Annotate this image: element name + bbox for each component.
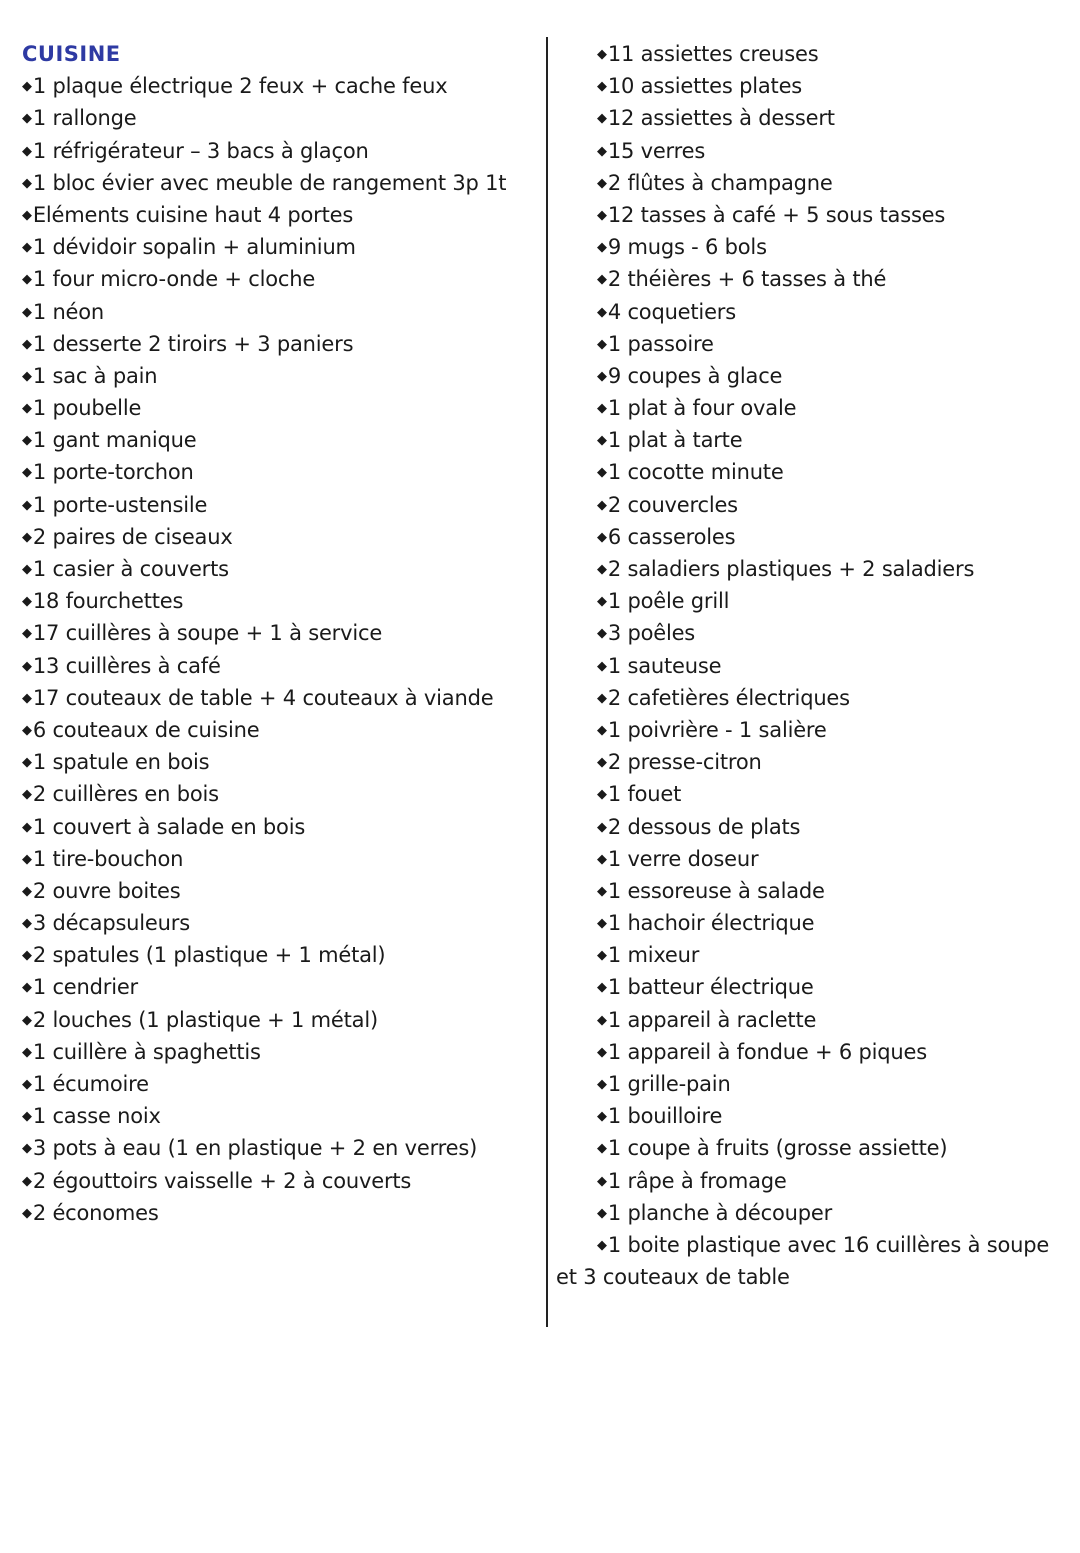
list-item — [556, 360, 1076, 392]
list-item — [22, 714, 537, 746]
diamond-bullet-icon: ◆ — [22, 304, 32, 320]
list-item — [22, 263, 537, 295]
list-item — [22, 456, 537, 488]
section-title: CUISINE — [22, 42, 121, 66]
list-item-text: 1 râpe à fromage — [607, 1168, 787, 1193]
diamond-bullet-icon: ◆ — [597, 1141, 607, 1157]
list-item — [22, 392, 537, 424]
list-item — [22, 199, 537, 231]
list-item-text: 1 porte-torchon — [32, 460, 194, 485]
list-item-text: 15 verres — [607, 138, 706, 163]
diamond-bullet-icon: ◆ — [22, 1077, 32, 1092]
diamond-bullet-icon: ◆ — [597, 79, 607, 95]
diamond-bullet-icon: ◆ — [22, 497, 32, 513]
diamond-bullet-icon: ◆ — [597, 883, 607, 899]
list-item — [556, 328, 1076, 360]
diamond-bullet-icon: ◆ — [22, 626, 32, 642]
list-item-text: 2 ouvre boites — [32, 878, 181, 903]
list-item-text: 1 desserte 2 tiroirs + 3 paniers — [32, 331, 354, 356]
list-item — [22, 1197, 537, 1229]
list-item-text: 1 cuillère à spaghettis — [32, 1039, 261, 1064]
diamond-bullet-icon: ◆ — [597, 433, 607, 449]
diamond-bullet-icon: ◆ — [597, 207, 607, 223]
list-item — [556, 296, 1076, 328]
list-item — [22, 585, 537, 617]
list-item-text: 3 décapsuleurs — [32, 911, 190, 936]
diamond-bullet-icon: ◆ — [597, 529, 607, 545]
diamond-bullet-icon: ◆ — [22, 916, 32, 932]
diamond-bullet-icon: ◆ — [597, 1044, 607, 1060]
diamond-bullet-icon: ◆ — [22, 240, 32, 256]
list-item — [22, 875, 537, 907]
list-item-text: 2 louches (1 plastique + 1 métal) — [32, 1007, 378, 1032]
list-item-text: 11 assiettes creuses — [607, 42, 819, 66]
diamond-bullet-icon: ◆ — [22, 111, 32, 127]
list-item — [556, 1036, 1076, 1068]
list-item-text: 1 réfrigérateur – 3 bacs à glaçon — [32, 138, 369, 163]
list-item — [22, 167, 537, 199]
diamond-bullet-icon: ◆ — [22, 529, 32, 545]
list-item-text: 1 cendrier — [32, 975, 138, 1000]
list-item-text: 1 boite plastique avec 16 cuillères à soupe — [607, 1232, 1050, 1257]
list-item-text: 6 couteaux de cuisine — [32, 717, 260, 742]
diamond-bullet-icon: ◆ — [22, 658, 32, 674]
list-item — [556, 102, 1076, 134]
diamond-bullet-icon: ◆ — [597, 47, 607, 62]
list-item — [556, 1165, 1076, 1197]
list-item — [22, 778, 537, 810]
list-item — [556, 746, 1076, 778]
list-item — [556, 1100, 1076, 1132]
list-item-text: 1 sac à pain — [32, 363, 158, 388]
list-item-text: 1 grille-pain — [607, 1072, 731, 1096]
list-item-text: 2 cuillères en bois — [32, 782, 219, 807]
list-item-text: 17 couteaux de table + 4 couteaux à viande — [32, 685, 494, 710]
diamond-bullet-icon: ◆ — [597, 562, 607, 577]
list-item-text: 3 pots à eau (1 en plastique + 2 en verres) — [32, 1136, 478, 1161]
list-item-text: 2 paires de ciseaux — [32, 524, 233, 549]
diamond-bullet-icon: ◆ — [597, 948, 607, 964]
list-item-text: 1 plat à tarte — [607, 428, 743, 453]
list-item-text: 1 poêle grill — [607, 589, 730, 614]
list-item — [556, 907, 1076, 939]
list-item-text: 2 couvercles — [607, 492, 738, 517]
list-item-text: 1 tire-bouchon — [32, 846, 184, 871]
right-column — [556, 38, 1076, 1293]
list-item — [556, 553, 1076, 585]
diamond-bullet-icon: ◆ — [22, 1044, 32, 1060]
list-item-text: 6 casseroles — [607, 524, 736, 549]
list-item — [556, 70, 1076, 102]
diamond-bullet-icon: ◆ — [597, 1077, 607, 1092]
list-item-text: 1 fouet — [607, 782, 682, 807]
list-item-text: 1 plat à four ovale — [607, 396, 797, 421]
list-item-text: 1 appareil à fondue + 6 piques — [607, 1039, 927, 1064]
diamond-bullet-icon: ◆ — [22, 272, 32, 288]
list-item — [22, 70, 537, 102]
list-item — [556, 231, 1076, 263]
list-item-text: 2 flûtes à champagne — [607, 170, 833, 195]
diamond-bullet-icon: ◆ — [597, 1173, 607, 1189]
list-item-text: 2 dessous de plats — [607, 814, 801, 839]
diamond-bullet-icon: ◆ — [597, 465, 607, 481]
list-item — [22, 811, 537, 843]
list-item — [22, 907, 537, 939]
list-item — [556, 714, 1076, 746]
list-item-text: 2 cafetières électriques — [607, 685, 850, 710]
diamond-bullet-icon: ◆ — [22, 819, 32, 835]
list-item — [556, 971, 1076, 1003]
diamond-bullet-icon: ◆ — [597, 690, 607, 706]
list-item — [556, 939, 1076, 971]
diamond-bullet-icon: ◆ — [597, 368, 607, 384]
diamond-bullet-icon: ◆ — [597, 1205, 607, 1221]
list-item-text: 1 verre doseur — [607, 846, 759, 871]
list-item-text: 1 spatule en bois — [32, 750, 210, 775]
list-item-text: 1 batteur électrique — [607, 975, 814, 1000]
list-item-text: 4 coquetiers — [607, 299, 736, 324]
list-item — [556, 263, 1076, 295]
diamond-bullet-icon: ◆ — [22, 175, 32, 191]
list-item — [556, 843, 1076, 875]
diamond-bullet-icon: ◆ — [22, 980, 32, 996]
list-item — [556, 1197, 1076, 1229]
list-item-text: 2 spatules (1 plastique + 1 métal) — [32, 943, 386, 968]
column-divider — [546, 37, 548, 1327]
diamond-bullet-icon: ◆ — [597, 175, 607, 191]
list-item-text: Eléments cuisine haut 4 portes — [32, 202, 354, 227]
diamond-bullet-icon: ◆ — [22, 1173, 32, 1189]
list-item-text: 1 dévidoir sopalin + aluminium — [32, 235, 356, 260]
list-item — [22, 971, 537, 1003]
list-item-text: 1 poubelle — [32, 396, 142, 421]
list-item — [22, 135, 537, 167]
diamond-bullet-icon: ◆ — [597, 143, 607, 159]
list-item — [556, 682, 1076, 714]
diamond-bullet-icon: ◆ — [22, 207, 32, 223]
list-item-text: 1 écumoire — [32, 1072, 149, 1096]
list-item — [556, 778, 1076, 810]
diamond-bullet-icon: ◆ — [22, 562, 32, 577]
list-item-text: 1 casier à couverts — [32, 557, 229, 581]
list-item-text: 3 poêles — [607, 621, 696, 646]
list-item-text: 1 bouilloire — [607, 1104, 723, 1129]
diamond-bullet-icon: ◆ — [597, 787, 607, 803]
list-item-text: 2 saladiers plastiques + 2 saladiers — [607, 557, 975, 581]
diamond-bullet-icon: ◆ — [597, 336, 607, 352]
list-item — [556, 1068, 1076, 1100]
list-item — [556, 489, 1076, 521]
diamond-bullet-icon: ◆ — [22, 368, 32, 384]
list-item — [556, 456, 1076, 488]
list-item-text: 1 couvert à salade en bois — [32, 814, 306, 839]
diamond-bullet-icon: ◆ — [22, 1012, 32, 1028]
diamond-bullet-icon: ◆ — [597, 1237, 607, 1253]
diamond-bullet-icon: ◆ — [597, 272, 607, 288]
list-item-text: 1 passoire — [607, 331, 714, 356]
list-item-continuation: et 3 couteaux de table — [556, 1265, 790, 1290]
list-item-text: 9 coupes à glace — [607, 363, 783, 388]
list-item-text: 17 cuillères à soupe + 1 à service — [32, 621, 383, 646]
left-item-list — [22, 70, 537, 1229]
list-item — [22, 1068, 537, 1100]
list-item-text: 18 fourchettes — [32, 589, 184, 614]
diamond-bullet-icon: ◆ — [597, 111, 607, 127]
list-item — [22, 939, 537, 971]
list-item-text: 1 hachoir électrique — [607, 911, 815, 936]
diamond-bullet-icon: ◆ — [22, 1205, 32, 1221]
diamond-bullet-icon: ◆ — [597, 626, 607, 642]
diamond-bullet-icon: ◆ — [22, 948, 32, 964]
diamond-bullet-icon: ◆ — [22, 594, 32, 610]
list-item-text: 1 essoreuse à salade — [607, 878, 825, 903]
diamond-bullet-icon: ◆ — [22, 883, 32, 899]
list-item — [22, 489, 537, 521]
diamond-bullet-icon: ◆ — [22, 755, 32, 771]
list-item — [22, 843, 537, 875]
diamond-bullet-icon: ◆ — [597, 916, 607, 932]
list-item — [22, 360, 537, 392]
list-item-text: 1 poivrière - 1 salière — [607, 717, 827, 742]
list-item — [22, 650, 537, 682]
diamond-bullet-icon: ◆ — [597, 1109, 607, 1125]
list-item-text: 2 économes — [32, 1200, 159, 1225]
list-item — [22, 328, 537, 360]
list-item-text: 1 planche à découper — [607, 1200, 833, 1225]
list-item — [556, 650, 1076, 682]
list-item — [556, 617, 1076, 649]
list-item-text: 9 mugs - 6 bols — [607, 235, 767, 260]
list-item — [22, 231, 537, 263]
list-item — [22, 1132, 537, 1164]
list-item — [556, 199, 1076, 231]
list-item — [556, 521, 1076, 553]
diamond-bullet-icon: ◆ — [597, 980, 607, 996]
list-item — [556, 1004, 1076, 1036]
list-item — [22, 521, 537, 553]
list-item — [556, 585, 1076, 617]
list-item — [22, 102, 537, 134]
diamond-bullet-icon: ◆ — [22, 1141, 32, 1157]
diamond-bullet-icon: ◆ — [597, 401, 607, 417]
list-item — [556, 424, 1076, 456]
list-item — [22, 682, 537, 714]
list-item — [556, 392, 1076, 424]
list-item-text: 2 théières + 6 tasses à thé — [607, 267, 887, 292]
list-item — [556, 875, 1076, 907]
list-item-text: 1 sauteuse — [607, 653, 722, 678]
list-item-text: 1 four micro-onde + cloche — [32, 267, 316, 292]
list-item-text: 1 mixeur — [607, 943, 700, 968]
list-item — [556, 1229, 1076, 1261]
list-item — [556, 167, 1076, 199]
list-item — [22, 746, 537, 778]
diamond-bullet-icon: ◆ — [22, 787, 32, 803]
diamond-bullet-icon: ◆ — [22, 1109, 32, 1125]
diamond-bullet-icon: ◆ — [597, 722, 607, 738]
list-item — [22, 424, 537, 456]
list-item — [22, 617, 537, 649]
right-item-list — [556, 38, 1076, 1261]
list-item-text: 10 assiettes plates — [607, 74, 803, 99]
list-item — [22, 1036, 537, 1068]
left-column — [22, 38, 537, 1229]
list-item — [22, 553, 537, 585]
diamond-bullet-icon: ◆ — [597, 304, 607, 320]
diamond-bullet-icon: ◆ — [22, 465, 32, 481]
diamond-bullet-icon: ◆ — [597, 755, 607, 771]
list-item — [556, 1132, 1076, 1164]
list-item-text: 12 assiettes à dessert — [607, 106, 835, 131]
diamond-bullet-icon: ◆ — [597, 658, 607, 674]
list-item — [22, 1165, 537, 1197]
list-item-text: 2 presse-citron — [607, 750, 762, 775]
list-item — [556, 38, 1076, 70]
diamond-bullet-icon: ◆ — [22, 79, 32, 95]
list-item-text: 12 tasses à café + 5 sous tasses — [607, 202, 946, 227]
diamond-bullet-icon: ◆ — [22, 336, 32, 352]
list-item-text: 1 néon — [32, 299, 105, 324]
list-item — [22, 296, 537, 328]
list-item — [556, 811, 1076, 843]
diamond-bullet-icon: ◆ — [597, 497, 607, 513]
diamond-bullet-icon: ◆ — [597, 1012, 607, 1028]
list-item-text: 1 cocotte minute — [607, 460, 784, 485]
diamond-bullet-icon: ◆ — [22, 690, 32, 706]
list-item-text: 13 cuillères à café — [32, 653, 221, 678]
diamond-bullet-icon: ◆ — [22, 433, 32, 449]
list-item-text: 1 rallonge — [32, 106, 137, 131]
diamond-bullet-icon: ◆ — [22, 851, 32, 867]
list-item — [22, 1100, 537, 1132]
list-item-text: 1 bloc évier avec meuble de rangement 3p 1t — [32, 170, 507, 195]
diamond-bullet-icon: ◆ — [597, 240, 607, 256]
list-item-text: 1 porte-ustensile — [32, 492, 208, 517]
diamond-bullet-icon: ◆ — [22, 722, 32, 738]
diamond-bullet-icon: ◆ — [22, 143, 32, 159]
list-item-text: 1 coupe à fruits (grosse assiette) — [607, 1136, 948, 1161]
list-item-text: 1 casse noix — [32, 1104, 161, 1129]
list-item-text: 1 appareil à raclette — [607, 1007, 817, 1032]
list-item-text: 2 égouttoirs vaisselle + 2 à couverts — [32, 1168, 412, 1193]
list-item-text: 1 plaque électrique 2 feux + cache feux — [32, 74, 448, 99]
list-item — [556, 135, 1076, 167]
list-item — [22, 1004, 537, 1036]
list-item-text: 1 gant manique — [32, 428, 197, 453]
diamond-bullet-icon: ◆ — [597, 594, 607, 610]
diamond-bullet-icon: ◆ — [22, 401, 32, 417]
diamond-bullet-icon: ◆ — [597, 851, 607, 867]
diamond-bullet-icon: ◆ — [597, 819, 607, 835]
